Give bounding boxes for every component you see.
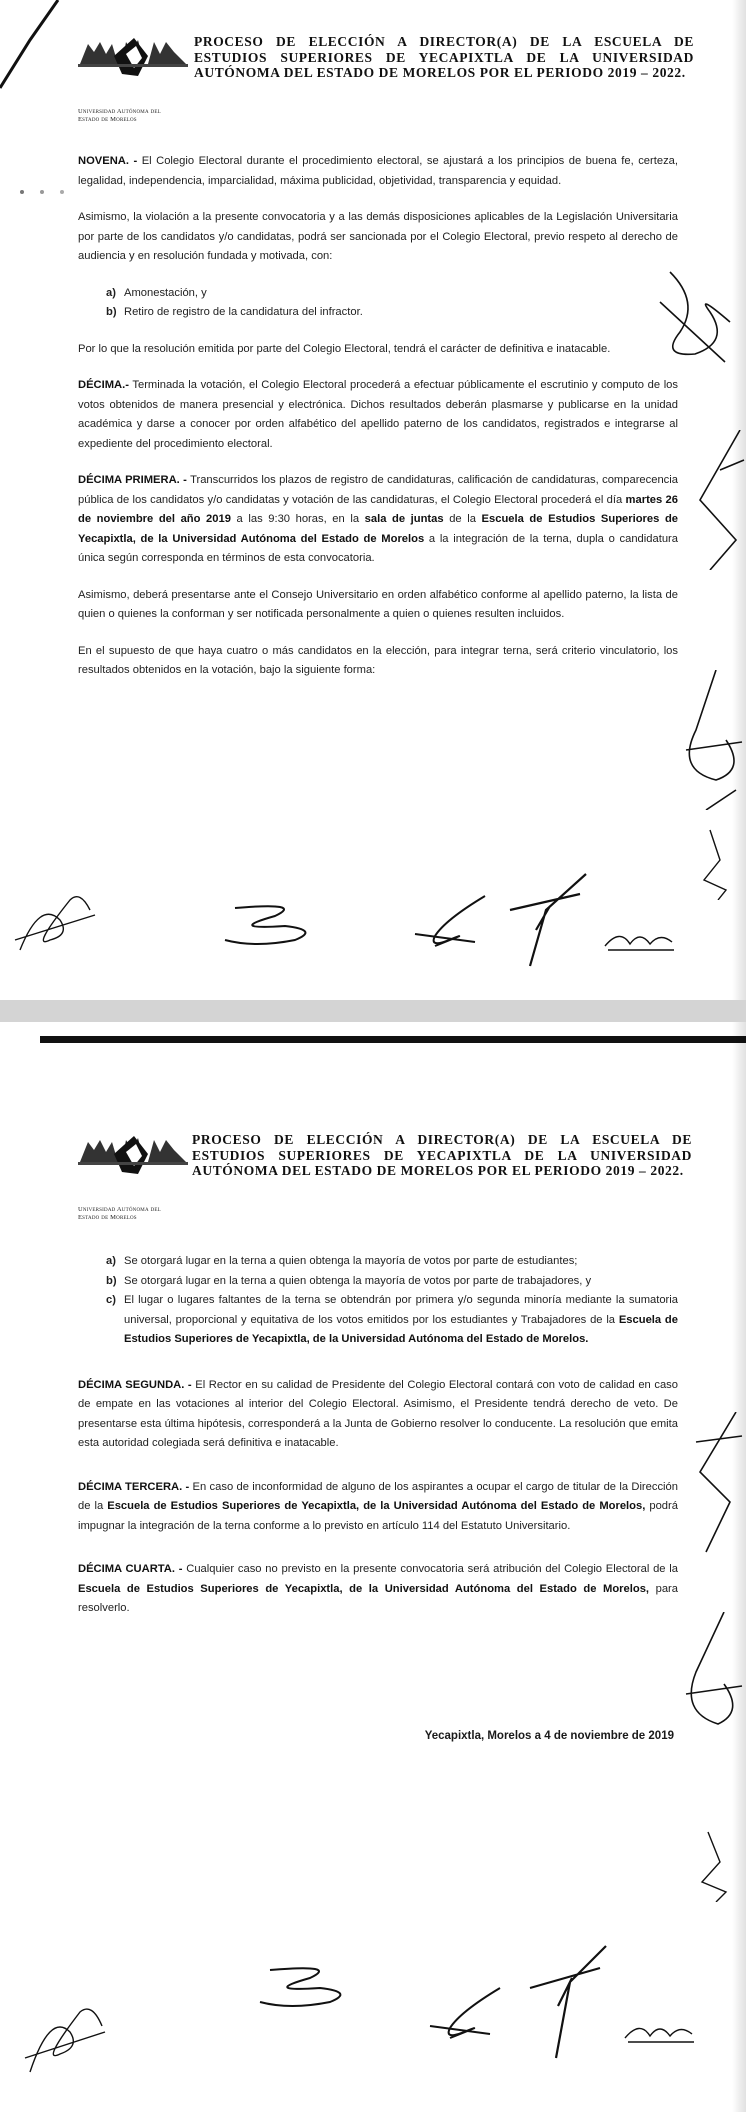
footer-signature-3 (405, 890, 495, 950)
clause-school-bold: Escuela de Estudios Superiores de Yecapixtla, de la Universidad Autónoma del Estado de Morelos (78, 513, 679, 545)
university-logo (78, 34, 190, 80)
clause-novena-label: NOVENA. - (78, 155, 138, 167)
footer-signature-5 (600, 920, 680, 956)
clause-text: podrá impugnar la integración de la terna conforme a lo previsto en artículo 114 del Estatuto Universitario. (78, 1500, 678, 1532)
university-logo-2 (78, 1132, 190, 1178)
list-text: Retiro de registro de la candidatura del infractor. (124, 306, 363, 318)
clause-place-bold: sala de juntas (364, 513, 444, 525)
terna-item (106, 1272, 678, 1292)
uaem-logo-icon (78, 34, 188, 80)
university-name (78, 108, 208, 124)
clause-decima-tercera (78, 1478, 678, 1537)
university-name-line-1: Universidad Autónoma del (78, 108, 161, 115)
top-edge-line (40, 1036, 746, 1048)
footer-signature-9 (520, 1942, 610, 2062)
clause-text: para resolverlo. (78, 1582, 678, 1614)
list-letter: b) (106, 1274, 117, 1287)
clause-decima-segunda-label: DÉCIMA SEGUNDA. - (78, 1378, 192, 1391)
header-title: PROCESO DE ELECCIÓN A DIRECTOR(A) DE LA ESCUELA DE ESTUDIOS SUPERIORES DE YECAPIXTLA DE LA UNIVERSIDAD AUTÓNOMA DEL ESTADO DE MORELOS POR EL PERIODO 2019 – 2022. (194, 34, 694, 80)
page-1-body (78, 152, 678, 698)
clause-text: a las 9:30 horas, en la (230, 513, 365, 525)
clause-date-bold: martes 26 de noviembre del año 2019 (78, 493, 678, 525)
clause-decima-primera-label: DÉCIMA PRIMERA. - (78, 474, 187, 486)
margin-signature-1 (640, 262, 740, 372)
page-fold-mark (0, 0, 60, 90)
resolution-paragraph: Por lo que la resolución emitida por parte del Colegio Electoral, tendrá el carácter de definitiva e inatacable. (78, 342, 611, 355)
document-page-2 (0, 1022, 746, 2112)
clause-decima-cuarta (78, 1560, 678, 1619)
footer-signature-10 (620, 2012, 700, 2048)
footer-signature-2 (215, 900, 325, 950)
sanctions-list (78, 284, 678, 323)
page-edge-shadow (732, 1022, 746, 2112)
clause-novena (78, 152, 678, 191)
terna-item (106, 1291, 678, 1350)
list-text: Se otorgará lugar en la terna a quien obtenga la mayoría de votos por parte de estudiantes; (124, 1255, 578, 1267)
page-gap (0, 1000, 746, 1022)
clause-text: El Rector en su calidad de Presidente del Colegio Electoral contará con voto de calidad en caso de empate en las votaciones al interior del Colegio Electoral. Asimismo, el Presidente tendrá derecho de veto. De presentarse esta última hipótesis, corresponderá a la Junta de Gobierno resolver lo conducente. La resolución que emita esta autoridad colegiada será definitiva e inatacable. (78, 1378, 678, 1449)
document-page-1 (0, 0, 746, 1000)
page-2-body (78, 1252, 678, 1636)
header-title-2: PROCESO DE ELECCIÓN A DIRECTOR(A) DE LA ESCUELA DE ESTUDIOS SUPERIORES DE YECAPIXTLA DE LA UNIVERSIDAD AUTÓNOMA DEL ESTADO DE MORELOS POR EL PERIODO 2019 – 2022. (192, 1132, 692, 1178)
clause-decima-tercera-label: DÉCIMA TERCERA. - (78, 1480, 190, 1493)
clause-text: Transcurridos los plazos de registro de candidaturas, calificación de candidaturas, comparecencia pública de los candidatos y/o candidatas y votación de las candidaturas, el Colegio Electoral procederá el día (78, 474, 678, 506)
clause-decima-primera (78, 471, 678, 569)
clause-text: a la integración de la terna, dupla o candidatura única según corresponda en términos de esta convocatoria. (78, 532, 678, 564)
list-letter: b) (106, 306, 117, 318)
terna-list (78, 1252, 678, 1350)
university-name-line-2: Estado de Morelos (78, 1214, 137, 1221)
university-name-2 (78, 1206, 208, 1222)
list-letter: a) (106, 1255, 116, 1267)
clause-school-bold: Escuela de Estudios Superiores de Yecapixtla, de la Universidad Autónoma del Estado de Morelos, (78, 1582, 650, 1595)
footer-signature-8 (420, 1982, 510, 2042)
footer-signature-6 (20, 1992, 110, 2082)
footer-signature-7 (250, 1962, 360, 2012)
document-header (78, 34, 694, 134)
list-letter: a) (106, 286, 116, 299)
uaem-logo-icon (78, 1132, 188, 1178)
clause-decima-label: DÉCIMA.- (78, 379, 129, 391)
list-text: El lugar o lugares faltantes de la terna se obtendrán por primera y/o segunda minoría mediante la sumatoria universal, proporcional y equitativa de los votos emitidos por los estudiantes y Trabajadores de la (124, 1294, 678, 1326)
clause-text: En caso de inconformidad de alguno de los aspirantes a ocupar el cargo de titular de la Dirección de la (78, 1480, 678, 1512)
clause-school-bold: Escuela de Estudios Superiores de Yecapixtla, de la Universidad Autónoma del Estado de Morelos, (107, 1500, 646, 1512)
consejo-paragraph: Asimismo, deberá presentarse ante el Consejo Universitario en orden alfabético conforme al apellido paterno, la lista de quien o quienes la conforman y ser notificada personalmente a quien o quienes resulten incluidos. (78, 588, 678, 620)
university-name-line-1: Universidad Autónoma del (78, 1206, 161, 1213)
list-text: Amonestación, y (124, 286, 207, 299)
clause-decima (78, 376, 678, 454)
clause-novena-text: El Colegio Electoral durante el procedimiento electoral, se ajustará a los principios de buena fe, certeza, legalidad, independencia, imparcialidad, máxima publicidad, objetividad, transparencia y equidad. (78, 155, 678, 187)
university-name-line-2: Estado de Morelos (78, 116, 137, 123)
supuesto-paragraph: En el supuesto de que haya cuatro o más candidatos en la elección, para integrar terna, será criterio vinculatorio, los resultados obtenidos en la votación, bajo la siguiente forma: (78, 644, 678, 676)
clause-decima-segunda (78, 1376, 678, 1454)
clause-decima-text: Terminada la votación, el Colegio Electoral procederá a efectuar públicamente el escrutinio y computo de los votos obtenidos de manera presencial y electrónica. Dichos resultados deberán plasmarse y publicarse en la unidad académica y darse a conocer por orden alfabético del apellido paterno de los candidatos, registrados e integrarse al expediente del procedimiento electoral. (78, 379, 678, 450)
terna-item (106, 1252, 678, 1272)
document-header-2 (78, 1132, 692, 1232)
violation-paragraph: Asimismo, la violación a la presente convocatoria y a las demás disposiciones aplicables de la Legislación Universitaria por parte de los candidatos y/o candidatas, podrá ser sancionada por el Colegio Electoral, previo respeto al derecho de audiencia y en resolución fundada y motivada, con: (78, 211, 678, 262)
list-bold-text: Escuela de Estudios Superiores de Yecapixtla, de la Universidad Autónoma del Estado de Morelos. (124, 1313, 678, 1345)
clause-decima-cuarta-label: DÉCIMA CUARTA. - (78, 1563, 183, 1575)
list-letter: c) (106, 1294, 116, 1306)
document-date: Yecapixtla, Morelos a 4 de noviembre de 2019 (424, 1730, 674, 1742)
clause-text: de la (443, 513, 482, 525)
sanction-item (106, 303, 678, 323)
list-text: Se otorgará lugar en la terna a quien obtenga la mayoría de votos por parte de trabajadores, y (124, 1274, 592, 1287)
clause-text: Cualquier caso no previsto en la presente convocatoria será atribución del Colegio Electoral de la (182, 1563, 678, 1575)
footer-signature-1 (10, 880, 100, 960)
footer-signature-4 (500, 870, 590, 970)
scan-dots (18, 186, 78, 198)
sanction-item (106, 284, 678, 304)
page-edge-shadow (732, 0, 746, 1000)
